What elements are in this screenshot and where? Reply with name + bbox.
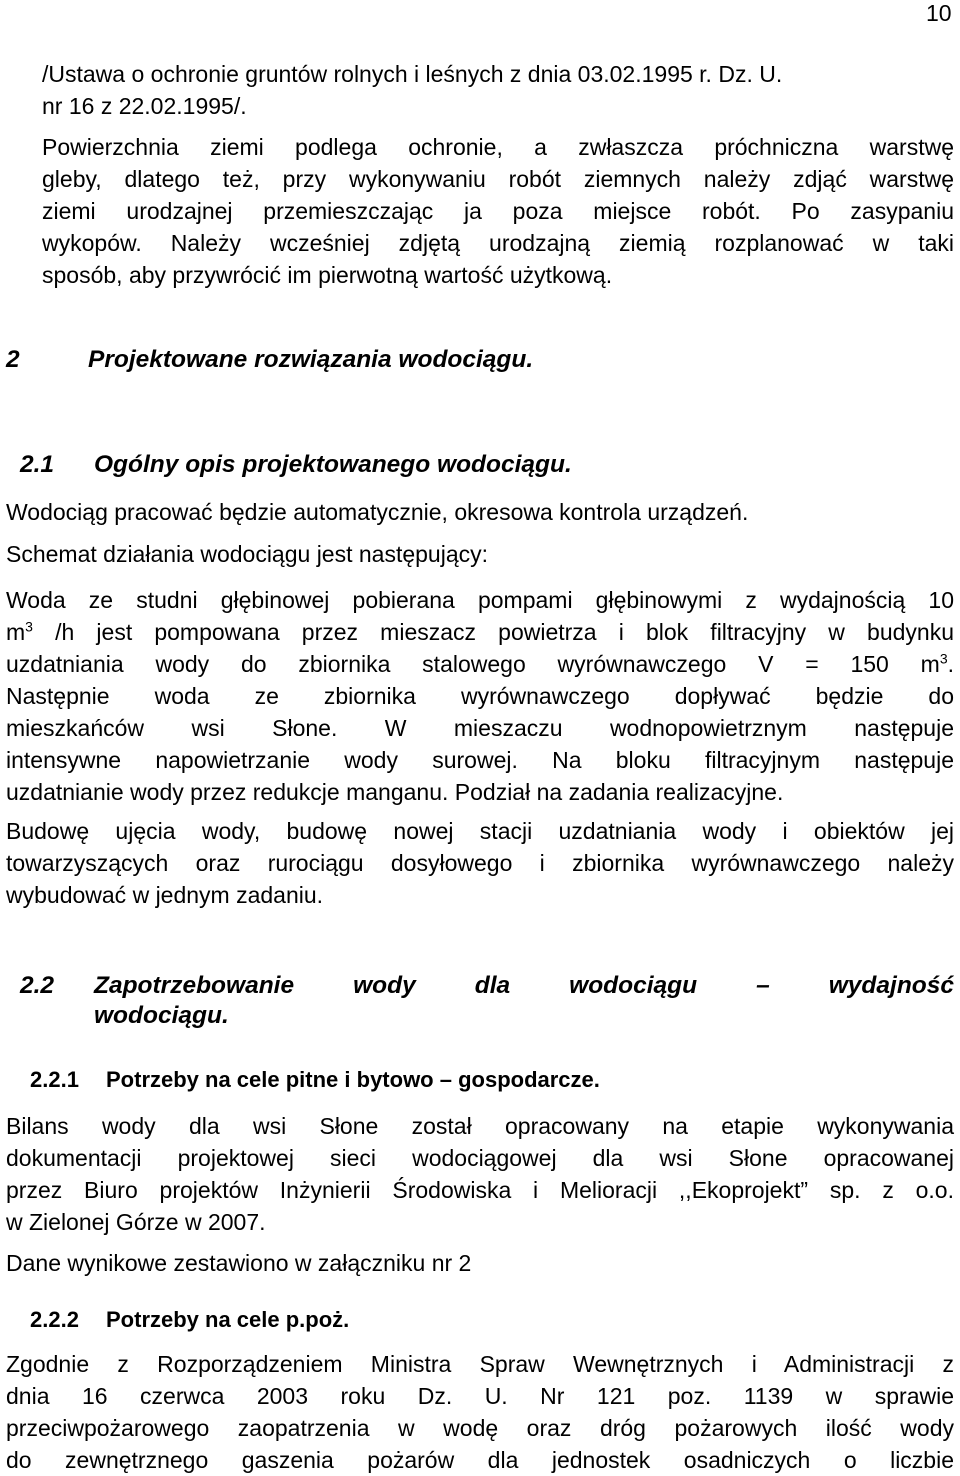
text-line: gleby, dlatego też, przy wykonywaniu robót ziemnych należy zdjąć warstwę (42, 166, 954, 192)
section-title: Projektowane rozwiązania wodociągu. (88, 346, 534, 373)
text-line: Wodociąg pracować będzie automatycznie, okresowa kontrola urządzeń. (6, 499, 749, 525)
section-title: Ogólny opis projektowanego wodociągu. (94, 451, 572, 478)
text-line: Schemat działania wodociągu jest następujący: (6, 541, 489, 567)
text-line: wykopów. Należy wcześniej zdjętą urodzajną ziemią rozplanować w taki (42, 230, 954, 256)
text-line: Bilans wody dla wsi Słone został opracowany na etapie wykonywania (6, 1113, 954, 1139)
water-balance-paragraph (6, 1110, 954, 1238)
scheme-paragraph (6, 584, 954, 808)
text-line: uzdatnianie wody przez redukcje manganu. Podział na zadania realizacyjne. (6, 779, 784, 805)
text-line: Woda ze studni głębinowej pobierana pompami głębinowymi z wydajnością 10 (6, 587, 954, 613)
text-line: dnia 16 czerwca 2003 roku Dz. U. Nr 121 poz. 1139 w sprawie (6, 1383, 954, 1409)
text-line: Następnie woda ze zbiornika wyrównawczego dopływać będzie do (6, 683, 954, 709)
law-reference-line: /Ustawa o ochronie gruntów rolnych i leśnych z dnia 03.02.1995 r. Dz. U. (42, 61, 783, 87)
text-line: uzdatniania wody do zbiornika stalowego wyrównawczego V = 150 $m^3$. (6, 650, 954, 677)
section-2-2-2-heading (30, 1307, 349, 1333)
construction-paragraph (6, 815, 954, 911)
text-line: ziemi urodzajnej przemieszczając ja poza miejsce robót. Po zasypaniu (42, 198, 954, 224)
law-reference-line: nr 16 z 22.02.1995/. (42, 93, 247, 119)
text-line: w Zielonej Górze w 2007. (6, 1209, 266, 1235)
section-number: 2.2.2 (30, 1307, 79, 1332)
section-2-2-heading (20, 972, 954, 1030)
page-number: 10 (926, 0, 952, 26)
section-number: 2.1 (20, 451, 55, 478)
section-2-2-1-heading (30, 1067, 600, 1093)
fire-regulation-paragraph (6, 1348, 954, 1476)
text-line: Zgodnie z Rozporządzeniem Ministra Spraw Wewnętrznych i Administracji z (6, 1351, 954, 1377)
text-line: $m^3$ /h jest pompowana przez mieszacz powietrza i blok filtracyjny w budynku (6, 618, 955, 645)
text-line: mieszkańców wsi Słone. W mieszaczu wodnopowietrznym następuje (6, 715, 954, 741)
section-title: Zapotrzebowanie wody dla wodociągu – wydajność (94, 972, 954, 999)
text-line: Powierzchnia ziemi podlega ochronie, a zwłaszcza próchniczna warstwę (42, 134, 954, 160)
text-line: Dane wynikowe zestawiono w załączniku nr 2 (6, 1250, 472, 1276)
section-title: Potrzeby na cele p.poż. (106, 1307, 350, 1332)
section-title: Potrzeby na cele pitne i bytowo – gospodarcze. (106, 1067, 600, 1092)
section-2-heading (6, 346, 533, 374)
text-line: przeciwpożarowego zaopatrzenia w wodę oraz dróg pożarowych ilość wody (6, 1415, 954, 1441)
attachment-note (6, 1247, 954, 1279)
text-line: towarzyszących oraz rurociągu dosyłowego i zbiornika wyrównawczego należy (6, 850, 954, 876)
section-number: 2.2 (20, 972, 55, 999)
soil-protection-paragraph (42, 131, 954, 291)
text-line: dokumentacji projektowej sieci wodociągowej dla wsi Słone opracowanej (6, 1145, 954, 1171)
section-title: wodociągu. (94, 1002, 229, 1029)
section-number: 2.2.1 (30, 1067, 79, 1092)
operation-paragraph (6, 496, 954, 528)
text-line: intensywne napowietrzanie wody surowej. Na bloku filtracyjnym następuje (6, 747, 954, 773)
text-line: sposób, aby przywrócić im pierwotną wartość użytkową. (42, 262, 613, 288)
text-line: do zewnętrznego gaszenia pożarów dla jednostek osadniczych o liczbie (6, 1447, 954, 1473)
law-reference (42, 58, 954, 122)
section-2-1-heading (20, 451, 572, 479)
text-line: przez Biuro projektów Inżynierii Środowiska i Melioracji ,,Ekoprojekt” sp. z o.o. (6, 1177, 954, 1203)
scheme-intro (6, 538, 954, 570)
text-line: wybudować w jednym zadaniu. (6, 882, 324, 908)
text-line: Budowę ujęcia wody, budowę nowej stacji uzdatniania wody i obiektów jej (6, 818, 954, 844)
section-number: 2 (6, 346, 20, 373)
